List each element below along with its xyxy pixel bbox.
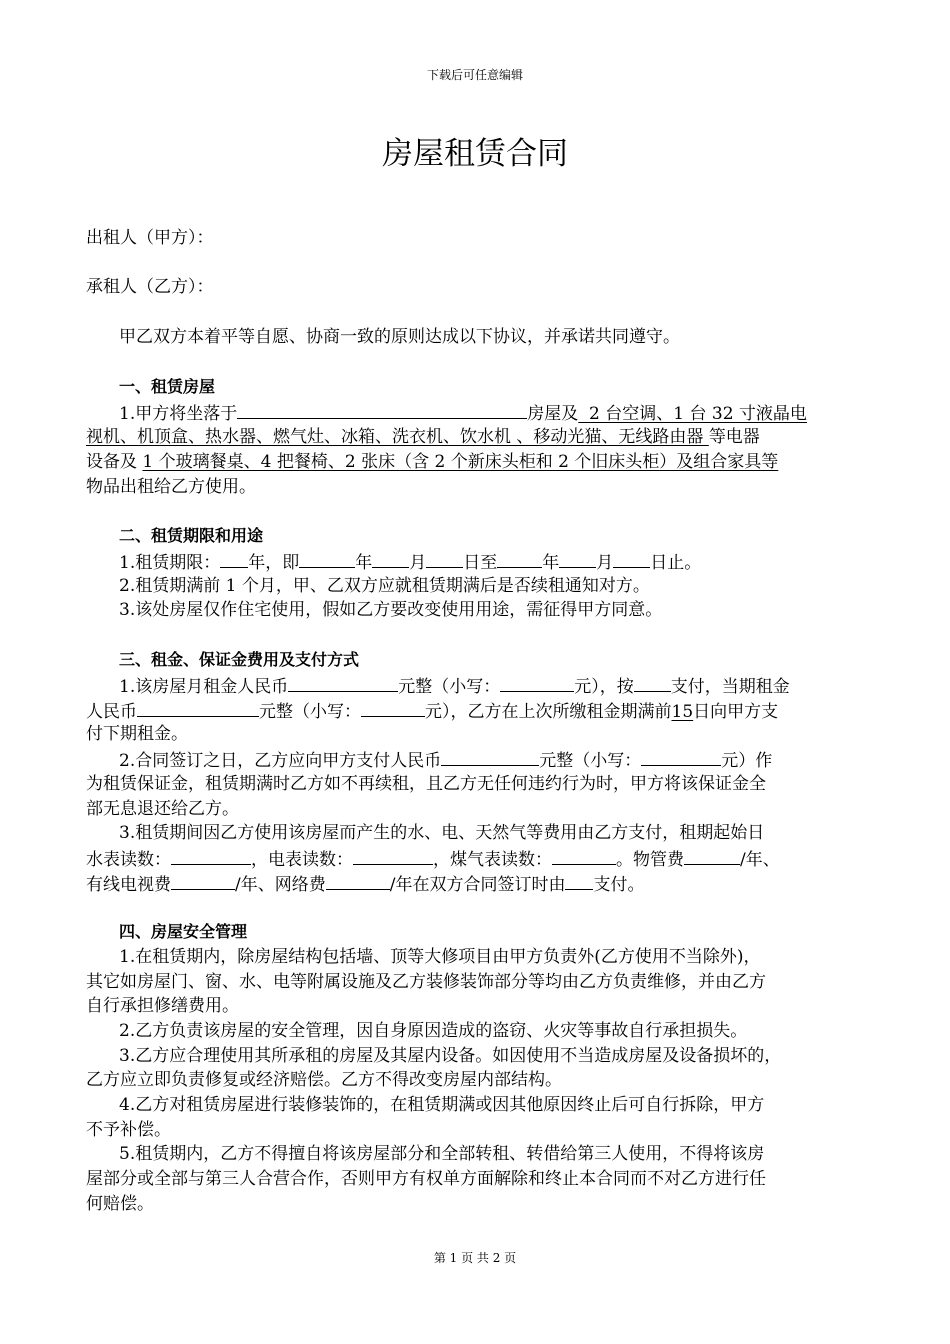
- monthly-rent-digits-blank[interactable]: [500, 673, 574, 692]
- electric-meter-blank[interactable]: [353, 846, 433, 865]
- header-note: 下载后可任意编辑: [426, 68, 523, 82]
- due-days: 15: [671, 702, 694, 722]
- s3-p3-line-3: [86, 871, 644, 897]
- s2-line-3: 3.该处房屋仅作住宅使用，假如乙方要改变使用用途，需征得甲方同意。: [119, 600, 663, 620]
- s3-p1-line-1: [119, 673, 790, 699]
- s3-p3-3c: /年在双方合同签订时由: [389, 875, 566, 895]
- s4-p1-line-3: 自行承担修缮费用。: [86, 996, 239, 1016]
- s4-p5-line-1: 5.租赁期内，乙方不得擅自将该房屋部分和全部转租、转借给第三人使用，不得将该房: [119, 1144, 765, 1164]
- s3-p1-2e: 日向甲方支: [693, 702, 779, 722]
- s3-p3-2b: ，电表读数：: [251, 850, 353, 870]
- s1-line-2: [86, 425, 760, 449]
- s1-l3b: 1 个玻璃餐桌、4 把餐椅、2 张床（含 2 个新床头柜和 2 个旧床头柜）及组合家具等: [142, 452, 779, 472]
- s2-line-1: [119, 549, 701, 575]
- deposit-blank[interactable]: [441, 747, 539, 766]
- s4-p2: 2.乙方负责该房屋的安全管理，因自身原因造成的盗窃、火灾等事故自行承担损失。: [119, 1021, 748, 1041]
- page-number: 第 1 页 共 2 页: [433, 1251, 517, 1265]
- s3-p1-line-2: [86, 698, 778, 724]
- s3-p3-line-1: 3.租赁期间因乙方使用该房屋而产生的水、电、天然气等费用由乙方支付，租期起始日: [119, 823, 765, 843]
- s4-p4-line-2: 不予补偿。: [86, 1120, 171, 1140]
- s2-line-2: 2.租赁期满前 1 个月，甲、乙双方应就租赁期满后是否续租通知对方。: [119, 576, 650, 596]
- section-4-heading: 四、房屋安全管理: [119, 922, 248, 941]
- end-day-blank[interactable]: [613, 549, 650, 568]
- s2-p1a: 1.租赁期限：: [119, 553, 221, 573]
- s3-p2-line-3: 部无息退还给乙方。: [86, 799, 239, 819]
- s3-p1-1c: 元），按: [574, 677, 634, 697]
- end-year-blank[interactable]: [497, 549, 542, 568]
- s1-l1a: 1.甲方将坐落于: [119, 404, 238, 424]
- s3-p1-1d: 支付，当期租金: [670, 677, 790, 697]
- lessor-label: 出租人（甲方）：: [86, 228, 214, 248]
- s3-p2-1c: 元）作: [721, 751, 773, 771]
- s3-p2-1a: 2.合同签订之日，乙方应向甲方支付人民币: [119, 751, 442, 771]
- s3-p3-3a: 有线电视费: [86, 875, 171, 895]
- period-rent-blank[interactable]: [137, 698, 259, 717]
- years-blank[interactable]: [220, 549, 248, 568]
- s1-line-3: [86, 450, 778, 474]
- s4-p1-line-2: 其它如房屋门、窗、水、电等附属设施及乙方装修装饰部分等均由乙方负责维修，并由乙方: [86, 972, 766, 992]
- s3-p1-2b: 元整（小写：: [259, 702, 361, 722]
- start-day-blank[interactable]: [426, 549, 463, 568]
- lessee-label: 承租人（乙方）：: [86, 277, 214, 297]
- s2-p1b: 年，即: [248, 553, 300, 573]
- s4-p4-line-1: 4.乙方对租赁房屋进行装修装饰的，在租赁期满或因其他原因终止后可自行拆除，甲方: [119, 1095, 765, 1115]
- s4-p5-line-2: 屋部分或全部与第三人合营合作，否则甲方有权单方面解除和终止本合同而不对乙方进行任: [86, 1169, 766, 1189]
- s4-p3-line-1: 3.乙方应合理使用其所承租的房屋及其屋内设备。如因使用不当造成房屋及设备损坏的，: [119, 1046, 782, 1066]
- s2-p1h: 日止。: [650, 553, 702, 573]
- s1-l2a: 视机、机顶盒、热水器、燃气灶、冰箱、洗衣机、饮水机 、移动光猫、无线路由器: [86, 427, 709, 447]
- s3-p3-2c: ，煤气表读数：: [433, 850, 552, 870]
- s3-p1-2c: 元），乙方在上次所缴租金期满前: [425, 702, 672, 722]
- s2-p1d: 月: [409, 553, 427, 573]
- s3-p2-1b: 元整（小写：: [539, 751, 642, 771]
- s3-p1-1b: 元整（小写：: [398, 677, 501, 697]
- s3-p1-line-3: 付下期租金。: [86, 724, 188, 744]
- gas-meter-blank[interactable]: [552, 846, 616, 865]
- payer-blank[interactable]: [565, 871, 593, 890]
- s3-p3-line-2: [86, 846, 780, 872]
- s2-p1e: 日至: [463, 553, 498, 573]
- s1-l3a: 设备及: [86, 452, 143, 472]
- section-2-heading: 二、租赁期限和用途: [119, 526, 264, 545]
- period-rent-digits-blank[interactable]: [361, 698, 425, 717]
- s3-p1-2a: 人民币: [86, 702, 137, 722]
- document-title: 房屋租赁合同: [382, 136, 568, 172]
- s3-p2-line-1: [119, 747, 772, 773]
- start-month-blank[interactable]: [372, 549, 409, 568]
- s1-l2b: 等电器: [708, 427, 760, 447]
- start-year-blank[interactable]: [299, 549, 355, 568]
- s2-p1g: 月: [596, 553, 614, 573]
- s1-l1b: 房屋及: [527, 404, 579, 424]
- monthly-rent-blank[interactable]: [288, 673, 398, 692]
- s4-p1-line-1: 1.在租赁期内，除房屋结构包括墙、顶等大修项目由甲方负责外(乙方使用不当除外)，: [119, 947, 761, 967]
- s3-p3-2e: /年、: [740, 850, 780, 870]
- s2-p1f: 年: [542, 553, 560, 573]
- water-meter-blank[interactable]: [171, 846, 251, 865]
- end-month-blank[interactable]: [559, 549, 596, 568]
- section-1-heading: 一、租赁房屋: [119, 377, 216, 396]
- s2-p1c: 年: [355, 553, 373, 573]
- intro-paragraph: 甲乙双方本着平等自愿、协商一致的原则达成以下协议，并承诺共同遵守。: [119, 327, 680, 347]
- s3-p3-2a: 水表读数：: [86, 850, 171, 870]
- s3-p3-3d: 支付。: [593, 875, 645, 895]
- address-blank[interactable]: [237, 400, 527, 419]
- payment-period-blank[interactable]: [634, 673, 671, 692]
- s3-p3-2d: 。物管费: [616, 850, 684, 870]
- internet-fee-blank[interactable]: [326, 871, 390, 890]
- s4-p5-line-3: 何赔偿。: [86, 1194, 154, 1214]
- s4-p3-line-2: 乙方应立即负责修复或经济赔偿。乙方不得改变房屋内部结构。: [86, 1070, 562, 1090]
- cable-tv-fee-blank[interactable]: [171, 871, 235, 890]
- s1-l1c: 2 台空调、1 台 32 寸液晶电: [589, 404, 807, 424]
- s1-line-1: [119, 400, 807, 426]
- property-fee-blank[interactable]: [684, 846, 740, 865]
- s1-line-4: 物品出租给乙方使用。: [86, 477, 256, 497]
- s3-p1-1a: 1.该房屋月租金人民币: [119, 677, 289, 697]
- s3-p2-line-2: 为租赁保证金，租赁期满时乙方如不再续租，且乙方无任何违约行为时，甲方将该保证金全: [86, 774, 766, 794]
- s3-p3-3b: /年、网络费: [235, 875, 326, 895]
- section-3-heading: 三、租金、保证金费用及支付方式: [119, 650, 360, 669]
- deposit-digits-blank[interactable]: [641, 747, 721, 766]
